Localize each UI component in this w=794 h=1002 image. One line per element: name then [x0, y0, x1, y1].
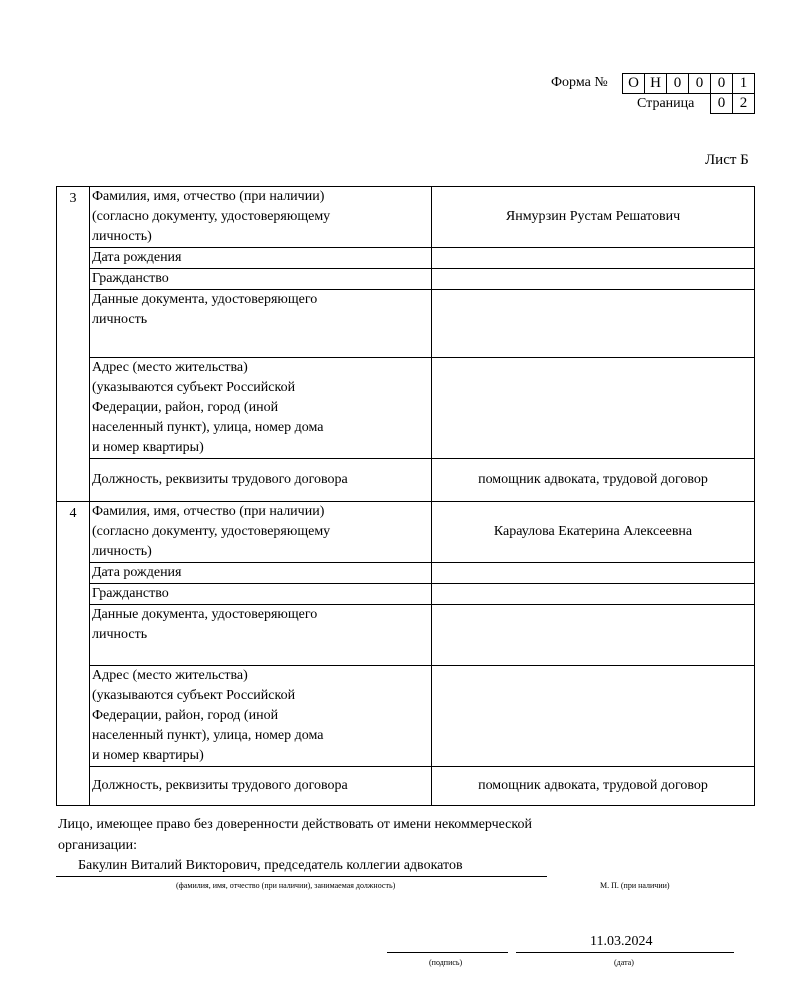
row-value [432, 358, 755, 459]
row-label: Фамилия, имя, отчество (при наличии) (согласно документу, удостоверяющему личность) [90, 187, 432, 248]
table-row [57, 269, 755, 290]
form-number-cell: Н [645, 74, 667, 93]
row-value: помощник адвоката, трудовой договор [432, 767, 755, 806]
row-value: Караулова Екатерина Алексеевна [432, 502, 755, 563]
table-row [57, 666, 755, 767]
row-label: Дата рождения [90, 563, 432, 584]
row-value [432, 248, 755, 269]
form-number-cell: 0 [667, 74, 689, 93]
row-label: Должность, реквизиты трудового договора [90, 767, 432, 806]
form-number-cell: 1 [739, 75, 748, 91]
row-label: Гражданство [90, 584, 432, 605]
form-number-cell: 0 [689, 74, 711, 93]
table-row [57, 358, 755, 459]
authorized-text-line2: организации: [58, 838, 138, 853]
page-number-cells [710, 93, 755, 114]
form-number-cells [622, 73, 755, 94]
person-number: 3 [57, 187, 90, 248]
row-value [432, 269, 755, 290]
form-number-label: Форма № [551, 75, 608, 90]
table-row [57, 248, 755, 269]
row-label: Данные документа, удостоверяющего личность [90, 605, 432, 666]
authorized-person: Бакулин Виталий Викторович, председатель коллегии адвокатов [78, 858, 463, 873]
date-value: 11.03.2024 [590, 934, 653, 949]
form-number-cell: О [623, 74, 645, 93]
row-label: Данные документа, удостоверяющего личность [90, 290, 432, 358]
table-row [57, 563, 755, 584]
page-number-label: Страница [637, 96, 695, 111]
form-number-cell: 0 [711, 74, 733, 93]
date-caption: (дата) [614, 958, 634, 967]
table-row [57, 767, 755, 806]
table-row [57, 459, 755, 502]
row-label: Должность, реквизиты трудового договора [90, 459, 432, 502]
row-label: Фамилия, имя, отчество (при наличии) (согласно документу, удостоверяющему личность) [90, 502, 432, 563]
row-value [432, 666, 755, 767]
table-row [57, 605, 755, 666]
row-label: Гражданство [90, 269, 432, 290]
signature-caption: (подпись) [429, 958, 463, 967]
row-value [432, 290, 755, 358]
row-value [432, 563, 755, 584]
page-number-cell: 2 [739, 95, 748, 111]
person-number: 4 [57, 502, 90, 563]
sheet-label: Лист Б [705, 152, 749, 168]
row-label: Адрес (место жительства) (указываются субъект Российской Федерации, район, город (иной населенный пункт), улица, номер дома и номер квартиры) [90, 358, 432, 459]
row-value: Янмурзин Рустам Решатович [432, 187, 755, 248]
person-caption: (фамилия, имя, отчество (при наличии), занимаемая должность) [176, 881, 396, 890]
row-value: помощник адвоката, трудовой договор [432, 459, 755, 502]
stamp-caption: М. П. (при наличии) [600, 881, 670, 890]
page-number-cell: 0 [711, 94, 733, 113]
row-value [432, 605, 755, 666]
row-label: Дата рождения [90, 248, 432, 269]
row-label: Адрес (место жительства) (указываются субъект Российской Федерации, район, город (иной населенный пункт), улица, номер дома и номер квартиры) [90, 666, 432, 767]
row-value [432, 584, 755, 605]
table-row [57, 502, 755, 563]
authorized-text-line1: Лицо, имеющее право без доверенности действовать от имени некоммерческой [58, 817, 532, 832]
persons-table [56, 186, 755, 806]
table-row [57, 290, 755, 358]
table-row [57, 584, 755, 605]
signature-line [387, 938, 508, 953]
table-row [57, 187, 755, 248]
